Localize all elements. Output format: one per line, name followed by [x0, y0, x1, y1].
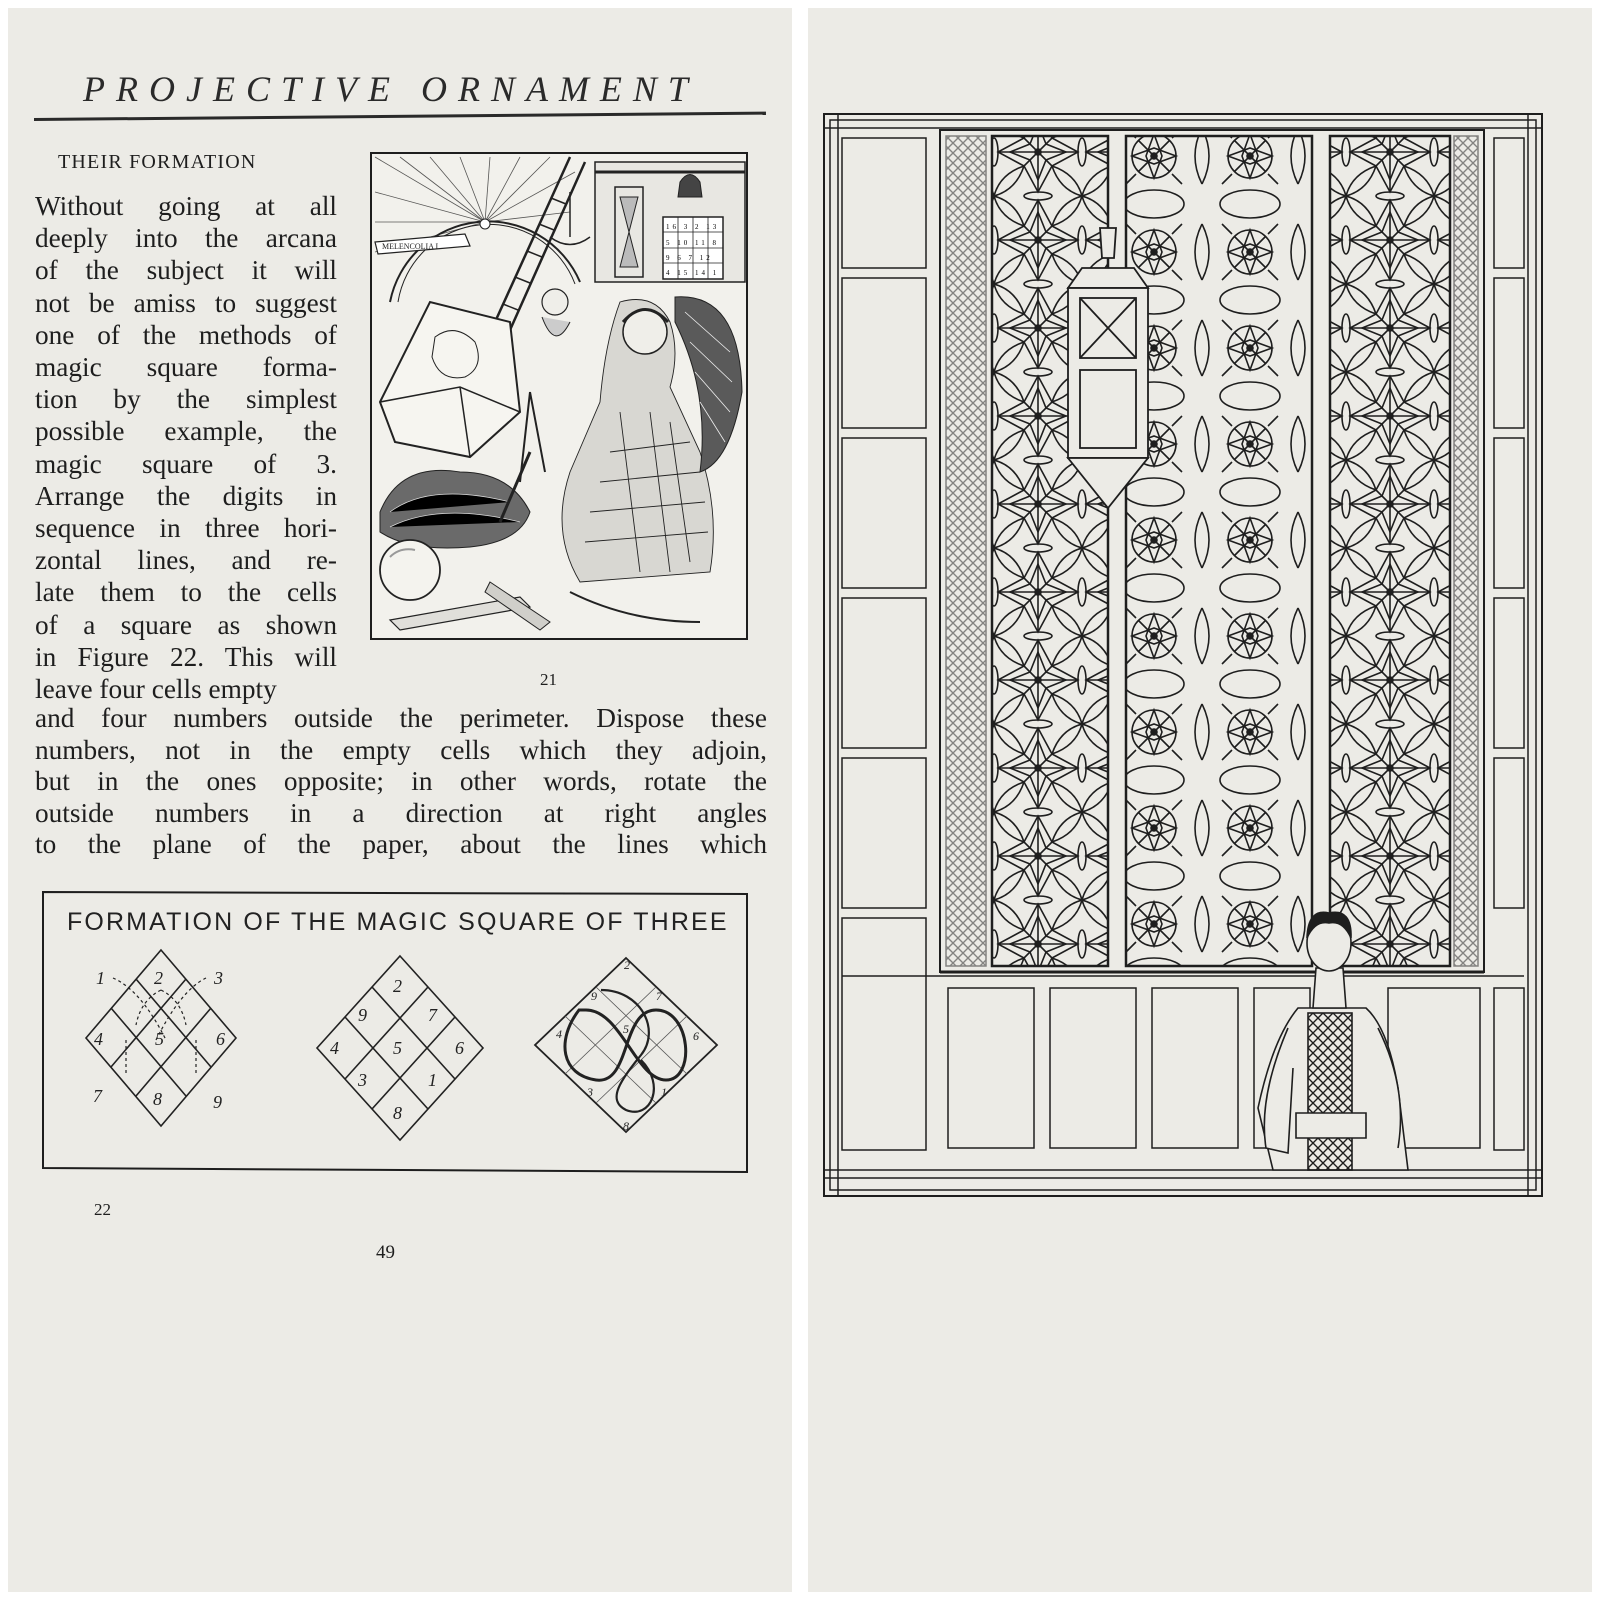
diagram-3-label: 8	[623, 1119, 629, 1133]
text-line: tion by the simplest	[35, 384, 337, 415]
diagram-3-label: 5	[623, 1022, 629, 1036]
magic-square-row: 9 6 7 12	[666, 254, 713, 262]
section-heading: THEIR FORMATION	[58, 151, 257, 173]
diagram-1-label: 6	[216, 1029, 225, 1049]
text-line: Without going at all	[35, 191, 337, 221]
diagram-3-label: 7	[656, 989, 662, 1003]
diagram-1-label: 7	[93, 1086, 102, 1106]
figure-22-title: FORMATION OF THE MAGIC SQUARE OF THREE	[67, 908, 727, 936]
head-rule	[34, 112, 766, 121]
diagram-3-label: 4	[556, 1027, 562, 1041]
diagram-3-label: 2	[624, 958, 630, 972]
text-line: possible example, the	[35, 416, 337, 447]
diagram-2-label: 4	[330, 1038, 339, 1058]
left-page	[8, 8, 792, 1592]
magic-square-row: 16 3 2 13	[666, 223, 720, 231]
figure-22-number: 22	[94, 1200, 111, 1219]
right-page	[808, 8, 1592, 1592]
diagram-2-label: 1	[428, 1070, 437, 1090]
diagram-1-label: 2	[154, 968, 163, 988]
diagram-3-label: 1	[661, 1085, 667, 1099]
text-line: to the plane of the paper, about the lines which	[35, 829, 767, 860]
text-line: one of the methods of	[35, 319, 337, 350]
diagram-2-label: 3	[358, 1070, 367, 1090]
diagram-3-label: 9	[591, 989, 597, 1003]
text-line: magic square forma-	[35, 352, 337, 383]
diagram-2-label: 9	[358, 1005, 367, 1025]
diagram-1-label: 9	[213, 1092, 222, 1112]
text-line: zontal lines, and re-	[35, 545, 337, 576]
text-line: late them to the cells	[35, 577, 337, 608]
diagram-1-label: 3	[214, 968, 223, 988]
diagram-2-label: 5	[393, 1038, 402, 1058]
diagram-1-label: 1	[96, 968, 105, 988]
diagram-3-label: 3	[587, 1085, 593, 1099]
text-line: and four numbers outside the perimeter. Dispose these	[35, 703, 767, 733]
text-line: magic square of 3.	[35, 448, 337, 479]
text-line: of a square as shown	[35, 609, 337, 640]
text-line: Arrange the digits in	[35, 480, 337, 511]
text-line: not be amiss to suggest	[35, 287, 337, 318]
diagram-1-label: 8	[153, 1089, 162, 1109]
figure-22-diagram	[41, 890, 749, 1175]
diagram-3-label: 6	[693, 1029, 699, 1043]
text-line: sequence in three hori-	[35, 513, 337, 544]
page-number: 49	[376, 1242, 395, 1263]
magic-square-row: 5 10 11 8	[666, 239, 719, 247]
diagram-2-label: 2	[393, 976, 402, 996]
text-line: outside numbers in a direction at right angles	[35, 797, 767, 828]
banner-text: MELENCOLIA I	[382, 242, 439, 251]
text-line: numbers, not in the empty cells which they adjoin,	[35, 734, 767, 765]
text-line: leave four cells empty	[35, 674, 277, 705]
body-text-wide	[35, 703, 767, 861]
text-line: of the subject it will	[35, 255, 337, 286]
diagram-1-label: 5	[155, 1029, 164, 1049]
text-line: in Figure 22. This will	[35, 641, 337, 672]
diagram-2-label: 6	[455, 1038, 464, 1058]
diagram-2-label: 7	[428, 1005, 437, 1025]
diagram-2-label: 8	[393, 1103, 402, 1123]
magic-square-row: 4 15 14 1	[666, 269, 720, 277]
running-head: PROJECTIVE ORNAMENT	[83, 69, 699, 109]
text-line: deeply into the arcana	[35, 223, 337, 254]
figure-21-engraving	[370, 152, 748, 640]
diagram-1-label: 4	[94, 1029, 103, 1049]
text-line: but in the ones opposite; in other words, rotate the	[35, 766, 767, 797]
stained-glass-illustration	[818, 108, 1548, 1208]
body-text-narrow	[35, 190, 337, 705]
figure-21-number: 21	[540, 670, 557, 689]
